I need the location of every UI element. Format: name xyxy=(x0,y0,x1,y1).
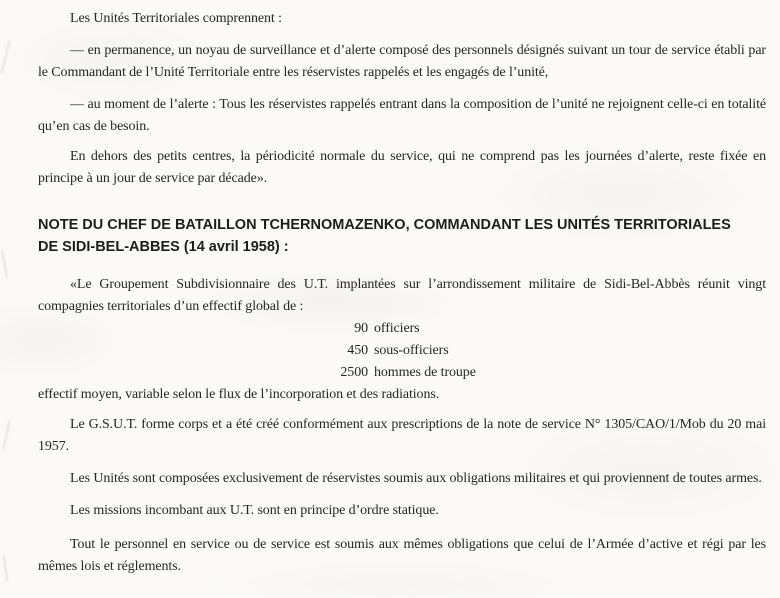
intro-paragraph: Les Unités Territoriales comprennent : xyxy=(70,11,282,26)
strength-number: 2500 xyxy=(340,365,368,380)
bullet-alerte-paragraph: — au moment de l’alerte : Tous les réservistes rappelés entrant dans la composition de l’unité ne rejoignent celle-ci en totalité qu’en cas de besoin. xyxy=(38,97,766,134)
section-heading-line1: NOTE DU CHEF DE BATAILLON TCHERNOMAZENKO, COMMANDANT LES UNITÉS TERRITORIALES xyxy=(38,217,731,233)
missions-paragraph: Les missions incombant aux U.T. sont en principe d’ordre statique. xyxy=(70,503,439,518)
personnel-obligations-paragraph: Tout le personnel en service ou de service est soumis aux mêmes obligations que celui de l’Armée d’active et régi par les mêmes lois et réglements. xyxy=(38,537,766,574)
strength-number: 450 xyxy=(347,343,368,358)
section-heading-line2: DE SIDI-BEL-ABBES (14 avril 1958) : xyxy=(38,239,289,255)
strength-label: sous-officiers xyxy=(374,343,449,358)
gsut-creation-paragraph: Le G.S.U.T. forme corps et a été créé conformément aux prescriptions de la note de service N° 1305/​CAO/1/Mob du 20 mai 1957. xyxy=(38,417,766,454)
strength-label: officiers xyxy=(374,321,420,336)
strength-row xyxy=(38,340,766,362)
groupement-quote-paragraph: «Le Groupement Subdivisionnaire des U.T. implantées sur l’arrondissement militaire de Sidi-Bel-Abbès réunit vingt compagnies territoriales d’un effectif global de : xyxy=(38,277,766,314)
effectif-paragraph: effectif moyen, variable selon le flux de l’incorporation et des radiations. xyxy=(38,387,440,402)
service-periodicity-paragraph: En dehors des petits centres, la périodicité normale du service, qui ne comprend pas les journées d’alerte, reste fixée en principe à un jour de service par décade». xyxy=(38,149,766,186)
strength-row xyxy=(38,318,766,340)
strength-list xyxy=(38,318,766,384)
unites-composition-paragraph: Les Unités sont composées exclusivement de réservistes soumis aux obligations militaires et qui proviennent de toutes armes. xyxy=(70,471,762,486)
strength-row xyxy=(38,362,766,384)
bullet-permanence-paragraph: — en permanence, un noyau de surveillance et d’alerte composé des personnels désignés suivant un tour de service établi par le Commandant de l’Unité Territoriale entre les réservistes rappelés et les engagés de l’unité, xyxy=(38,43,766,80)
strength-label: hommes de troupe xyxy=(374,365,476,380)
section-heading xyxy=(38,214,766,258)
strength-number: 90 xyxy=(354,321,368,336)
